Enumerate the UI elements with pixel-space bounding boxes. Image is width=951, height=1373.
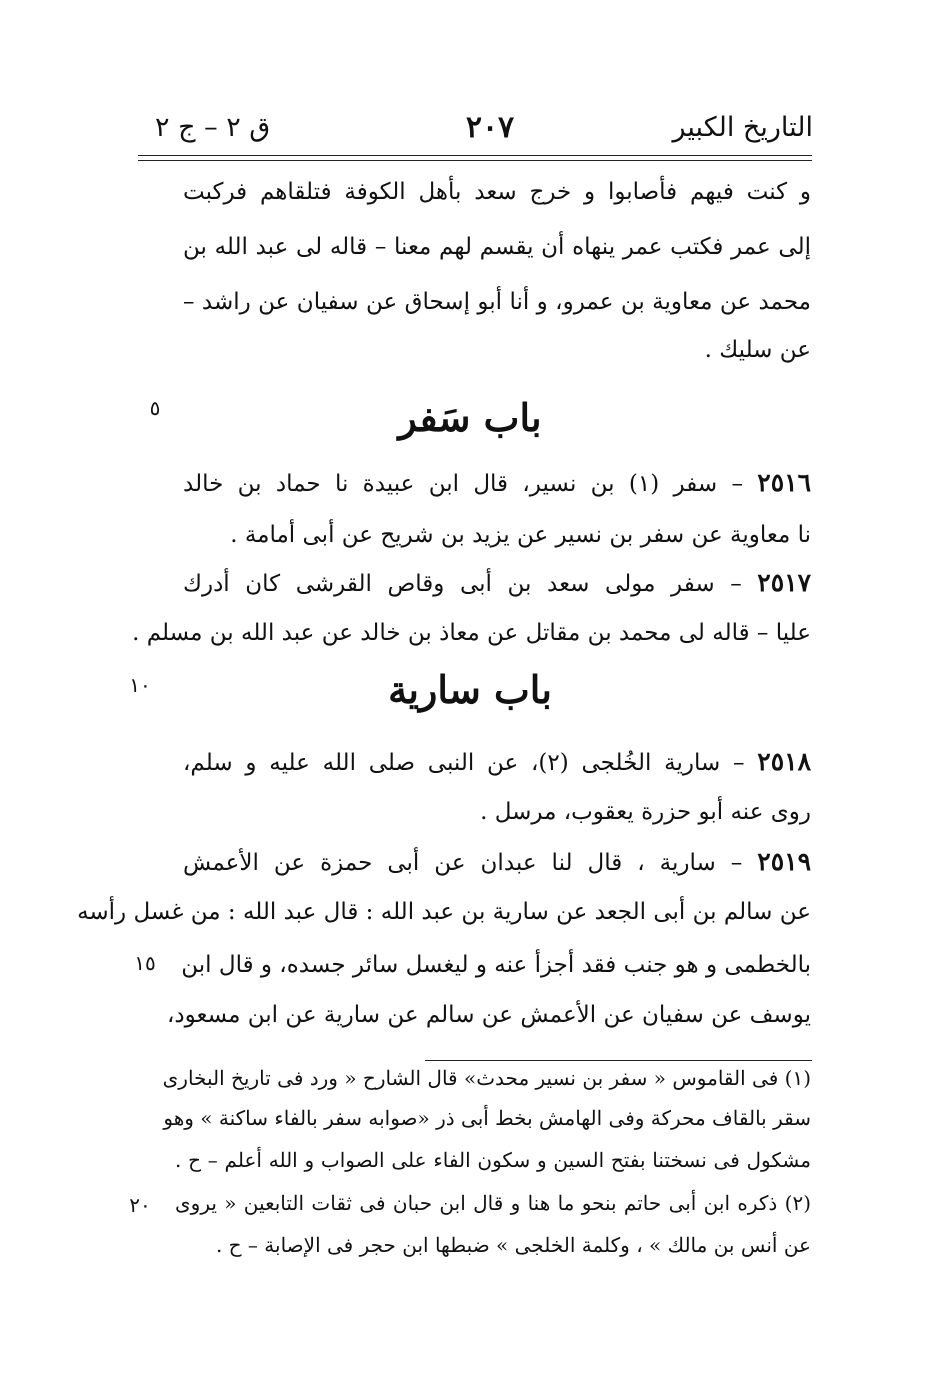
entry-line: عن سالم بن أبى الجعد عن سارية بن عبد الله : قال عبد الله : من غسل رأسه <box>77 899 811 925</box>
footnote-line: سقر بالقاف محركة وفى الهامش بخط أبى ذر «صوابه سفر بالفاء ساكنة » وهو <box>163 1106 811 1130</box>
footnote-line: مشكول فى نسختنا بفتح السين و سكون الفاء على الصواب و الله أعلم – ح . <box>175 1148 811 1172</box>
line-number: ٥ <box>149 396 161 420</box>
line-number: ٢٠ <box>129 1193 151 1217</box>
section-heading-safar: باب سَفر <box>398 395 542 440</box>
entry-line: نا معاوية عن سفر بن نسير عن يزيد بن شريح عن أبى أمامة . <box>230 522 811 548</box>
footnote-line: عن أنس بن مالك » ، وكلمة الخلجى » ضبطها ابن حجر فى الإصابة – ح . <box>215 1233 811 1257</box>
text-line: عن سليك . <box>704 337 811 363</box>
entry-line: يوسف عن سفيان عن الأعمش عن سالم عن سارية عن ابن مسعود، <box>166 1002 811 1028</box>
entry-text: – سفر مولى سعد بن أبى وقاص القرشى كان أدرك <box>183 571 742 597</box>
footnote-line: (١) فى القاموس « سفر بن نسير محدث» قال الشارح « ورد فى تاريخ البخارى <box>162 1066 811 1090</box>
running-title: التاريخ الكبير <box>672 112 813 143</box>
text-line: محمد عن معاوية بن عمرو، و أنا أبو إسحاق عن سفيان عن راشد – <box>183 289 811 315</box>
text-line: و كنت فيهم فأصابوا و خرج سعد بأهل الكوفة فتلقاهم فركبت <box>183 179 811 205</box>
entry-line <box>183 742 811 782</box>
entry-line <box>183 563 811 603</box>
entry-text: – سارية ، قال لنا عبدان عن أبى حمزة عن الأعمش <box>183 850 743 876</box>
volume-marker: ق ٢ – ج ٢ <box>155 112 271 143</box>
page-number: ٢٠٧ <box>465 110 515 145</box>
entry-line <box>183 463 811 503</box>
footnote-line: (٢) ذكره ابن أبى حاتم بنحو ما هنا و قال ابن حبان فى ثقات التابعين « يروى <box>175 1191 811 1215</box>
text-line: إلى عمر فكتب عمر ينهاه أن يقسم لهم معنا – قاله لى عبد الله بن <box>183 234 811 260</box>
entry-line: عليا – قاله لى محمد بن مقاتل عن معاذ بن خالد عن عبد الله بن مسلم . <box>132 620 811 646</box>
entry-number: ٢٥١٨ <box>757 747 812 776</box>
entry-text: – سارية الخُلجى (٢)، عن النبى صلى الله عليه و سلم، <box>183 750 745 776</box>
line-number: ١٠ <box>129 673 151 697</box>
entry-text: – سفر (١) بن نسير، قال ابن عبيدة نا حماد بن خالد <box>183 471 743 497</box>
entry-number: ٢٥١٩ <box>757 847 812 876</box>
header-rule-thin <box>138 160 812 161</box>
line-number: ١٥ <box>134 951 156 975</box>
entry-line: روى عنه أبو حزرة يعقوب، مرسل . <box>480 799 811 825</box>
section-heading-sariya: باب سارية <box>388 667 552 712</box>
entry-number: ٢٥١٧ <box>757 568 812 597</box>
header-rule <box>138 155 812 156</box>
entry-line: بالخطمى و هو جنب فقد أجزأ عنه و ليغسل سائر جسده، و قال ابن <box>181 952 811 978</box>
entry-number: ٢٥١٦ <box>757 468 811 497</box>
entry-line <box>183 842 811 882</box>
